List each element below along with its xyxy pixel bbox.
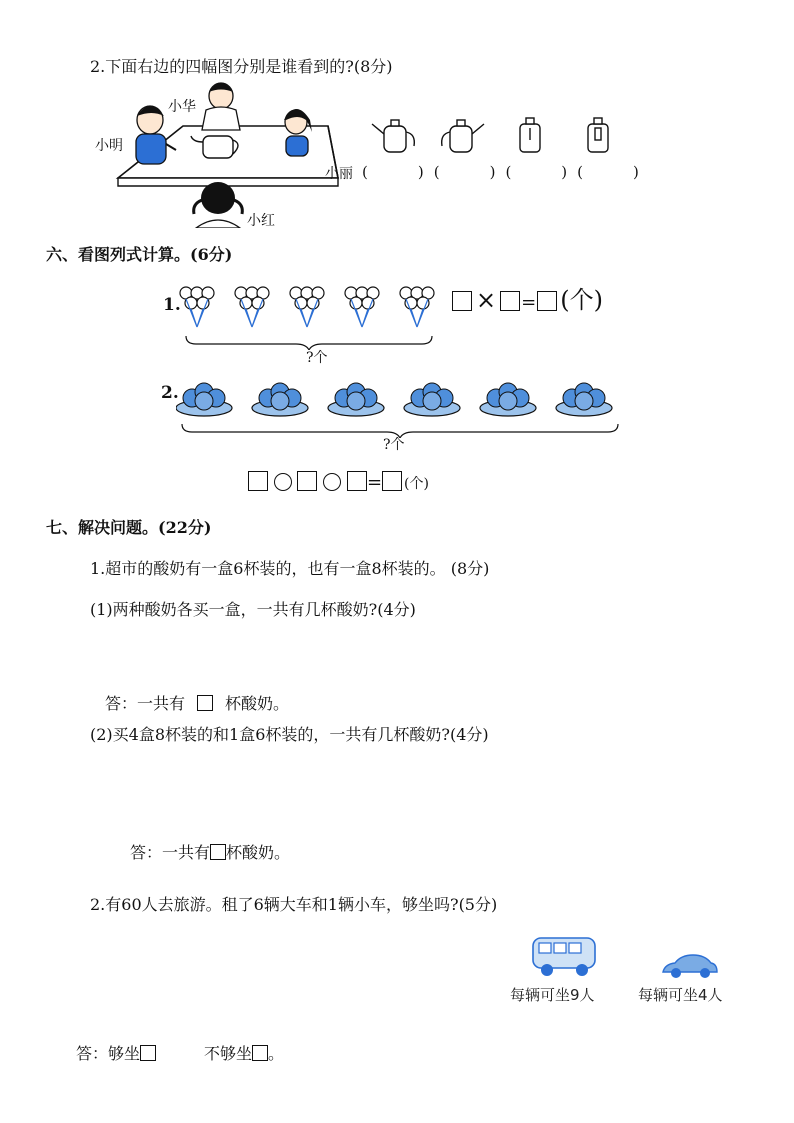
label-xiaohong: 小红 [247, 213, 275, 229]
q1-sub2: (2)买4盒8杯装的和1盒6杯装的，一共有几杯酸奶?(4分) [90, 725, 489, 744]
p1-box-3[interactable] [537, 291, 557, 311]
p1-number: 1. [163, 295, 181, 315]
p1-box-1[interactable] [452, 291, 472, 311]
p1-box-2[interactable] [500, 291, 520, 311]
teapot-front-view-icon [520, 118, 540, 152]
balloon-groups [176, 283, 446, 335]
q1-title: 1.超市的酸奶有一盒6杯装的，也有一盒8杯装的。 (8分) [90, 559, 490, 578]
p2-op-1[interactable] [274, 473, 292, 491]
teapot-back-view-icon [588, 118, 608, 152]
p2-number: 2. [161, 383, 179, 403]
q1-answer-1: 答：一共有 杯酸奶。 [105, 694, 290, 713]
label-xiaoli: 小丽 [325, 166, 353, 182]
not-enough-box[interactable] [252, 1045, 268, 1061]
table-scene-illustration [88, 78, 348, 228]
q1-answer-1-box[interactable] [197, 695, 213, 711]
q2-rent-title: 2.有60人去旅游。租了6辆大车和1辆小车，够坐吗?(5分) [90, 895, 498, 914]
q1-sub1: (1)两种酸奶各买一盒，一共有几杯酸奶?(4分) [90, 600, 416, 619]
bus-icon [530, 935, 600, 979]
q1-answer-2-box[interactable] [210, 844, 226, 860]
q2-title: 2.下面右边的四幅图分别是谁看到的?(8分) [90, 57, 393, 76]
p2-box-1[interactable] [248, 471, 268, 491]
teapot-side-view-2-icon [442, 120, 484, 152]
car-icon [660, 952, 720, 980]
p2-box-2[interactable] [297, 471, 317, 491]
p2-brace-label: ?个 [383, 437, 405, 453]
label-xiaoming: 小明 [95, 138, 123, 154]
section-7-heading: 七、解决问题。(22分) [46, 518, 212, 537]
p1-equation[interactable]: × = (个) [452, 280, 603, 315]
p2-box-3[interactable] [347, 471, 367, 491]
p2-box-4[interactable] [382, 471, 402, 491]
p2-op-2[interactable] [323, 473, 341, 491]
p2-equation[interactable]: = (个) [248, 471, 429, 493]
apple-plates [176, 378, 626, 420]
enough-box[interactable] [140, 1045, 156, 1061]
car-capacity-label: 每辆可坐4人 [638, 986, 723, 1004]
section-6-heading: 六、看图列式计算。(6分) [46, 245, 233, 264]
view-pictures [370, 116, 630, 158]
bus-capacity-label: 每辆可坐9人 [510, 986, 595, 1004]
q2-answer: 答：够坐 不够坐 。 [76, 1044, 285, 1063]
q1-answer-2: 答：一共有 杯酸奶。 [130, 843, 291, 862]
p1-brace-label: ?个 [306, 350, 328, 366]
label-xiaohua: 小华 [168, 99, 196, 115]
teapot-side-view-1-icon [372, 120, 414, 152]
answer-blanks[interactable]: ( ) ( ) ( ) ( ) [362, 163, 639, 181]
